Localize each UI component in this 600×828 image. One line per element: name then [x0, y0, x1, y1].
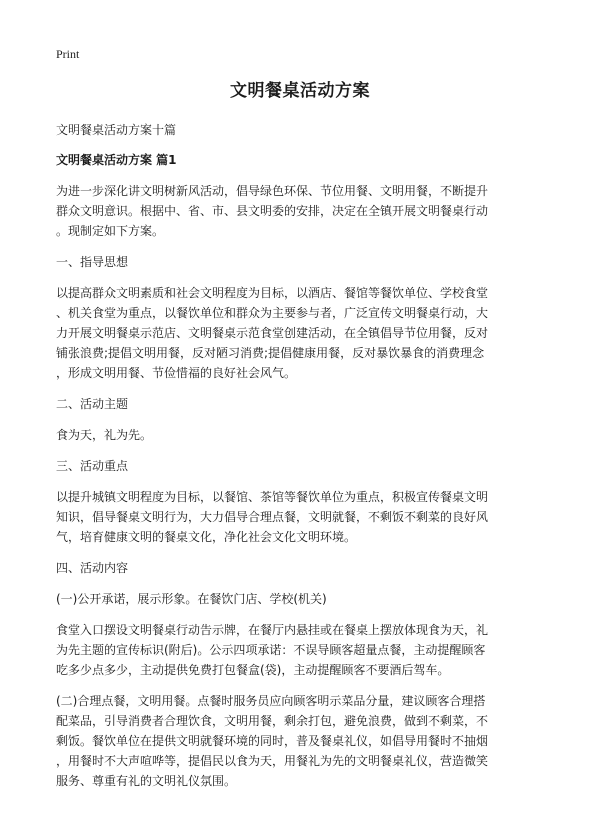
document-subtitle: 文明餐桌活动方案十篇 — [56, 123, 177, 137]
paragraph-line: 剩饭。餐饮单位在提供文明就餐环境的同时，普及餐桌礼仪，如倡导用餐时不抽烟 — [56, 734, 489, 748]
paragraph-line: 食为天，礼为先。 — [56, 428, 153, 442]
paragraph-line: 吃多少点多少，主动提供免费打包餐盒(袋)，主动提醒顾客不要酒后驾车。 — [56, 663, 450, 677]
print-link[interactable]: Print — [56, 47, 80, 61]
content-item-2-paragraph — [56, 691, 548, 791]
paragraph-line: 力开展文明餐桌示范店、文明餐桌示范食堂创建活动，在全镇倡导节位用餐，反对 — [56, 326, 489, 340]
paragraph-line: ，形成文明用餐、节俭惜福的良好社会风气。 — [56, 366, 297, 380]
paragraph-line: 气，培育健康文明的餐桌文化，净化社会文化文明环境。 — [56, 530, 357, 544]
section-title: 一、指导思想 — [56, 255, 129, 269]
paragraph-line: 为先主题的宣传标识(附后)。公示四项承诺：不误导顾客超量点餐，主动提醒顾客 — [56, 643, 486, 657]
paragraph-line: 知识，倡导餐桌文明行为，大力倡导合理点餐，文明就餐，不剩饭不剩菜的良好风 — [56, 510, 489, 524]
section-title: 四、活动内容 — [56, 561, 129, 575]
paragraph-line: ，用餐时不大声喧哗等，提倡民以食为天，用餐礼为先的文明餐桌礼仪，营造微笑 — [56, 754, 489, 768]
section-title: 三、活动重点 — [56, 459, 129, 473]
document-body — [56, 120, 548, 802]
paragraph-line: 。现制定如下方案。 — [56, 224, 165, 238]
paragraph-line: 服务、尊重有礼的文明礼仪氛围。 — [56, 774, 237, 788]
paragraph-line: (二)合理点餐，文明用餐。点餐时服务员应向顾客明示菜品分量，建议顾客合理搭 — [56, 694, 486, 708]
section-heading — [56, 456, 548, 476]
theme-paragraph — [56, 425, 548, 445]
content-item-1-heading — [56, 589, 548, 609]
article-heading: 文明餐桌活动方案 篇1 — [56, 153, 177, 167]
section-title: 二、活动主题 — [56, 397, 129, 411]
paragraph-line: 为进一步深化讲文明树新风活动，倡导绿色环保、节位用餐、文明用餐，不断提升 — [56, 184, 489, 198]
section-heading — [56, 252, 548, 272]
guiding-thought-paragraph — [56, 283, 548, 383]
focus-paragraph — [56, 487, 548, 547]
section-heading — [56, 394, 548, 414]
content-item-1-paragraph — [56, 620, 548, 680]
paragraph-line: 群众文明意识。根据中、省、市、县文明委的安排，决定在全镇开展文明餐桌行动 — [56, 204, 489, 218]
section-heading — [56, 558, 548, 578]
paragraph-line: 配菜品，引导消费者合理饮食，文明用餐，剩余打包，避免浪费，做到不剩菜，不 — [56, 714, 489, 728]
paragraph-line: 以提升城镇文明程度为目标，以餐馆、茶馆等餐饮单位为重点，积极宣传餐桌文明 — [56, 490, 489, 504]
document-title: 文明餐桌活动方案 — [230, 81, 370, 101]
paragraph-line: 、机关食堂为重点，以餐饮单位和群众为主要参与者，广泛宣传文明餐桌行动，大 — [56, 306, 489, 320]
paragraph-line: (一)公开承诺，展示形象。在餐饮门店、学校(机关) — [56, 592, 327, 606]
paragraph-line: 食堂入口摆设文明餐桌行动告示牌，在餐厅内悬挂或在餐桌上摆放体现食为天，礼 — [56, 623, 489, 637]
paragraph-line: 以提高群众文明素质和社会文明程度为目标，以酒店、餐馆等餐饮单位、学校食堂 — [56, 286, 489, 300]
intro-paragraph — [56, 181, 548, 241]
paragraph-line: 铺张浪费;提倡文明用餐，反对陋习消费;提倡健康用餐，反对暴饮暴食的消费理念 — [56, 346, 485, 360]
